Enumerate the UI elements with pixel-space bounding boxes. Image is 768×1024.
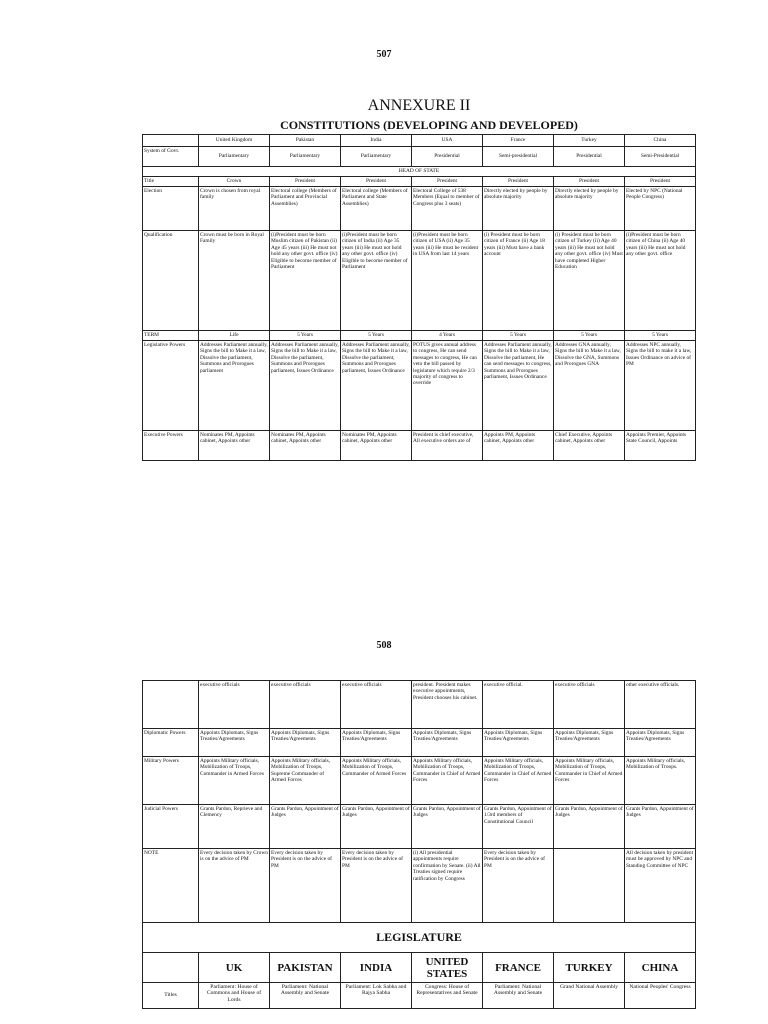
table-cell: President	[270, 177, 341, 187]
table-cell: Electoral College of 538 Members (Equal to member of Congress plus 3 seats)	[412, 187, 483, 231]
country-header-row	[143, 135, 696, 147]
table-cell: Appoints PM, Appoints cabinet, Appoints other	[483, 431, 554, 461]
table-cell: (i) President must be born citizen of France (ii) Age 18 years (iii) Must have a bank account	[483, 231, 554, 331]
table-cell: executive officials	[199, 681, 270, 729]
table-cell: Grants Pardon, Appointment of Judges	[341, 805, 412, 849]
table-cell: Grants Pardon, Appointment of 1/3rd members of Constitutional Council	[483, 805, 554, 849]
table-cell: Grand National Assembly	[554, 983, 625, 1009]
section-heading: HEAD OF STATE	[143, 167, 696, 177]
table-cell: Directly elected by people by absolute majority	[483, 187, 554, 231]
table-cell: Every decision taken by President is on the advice of PM	[341, 849, 412, 923]
table-cell: Crown must be born in Royal Family	[199, 231, 270, 331]
military-powers-row	[143, 757, 696, 805]
table-cell: Appoints Diplomats, Signs Treaties/Agreements	[270, 729, 341, 757]
row-label: Executive Powers	[143, 431, 199, 461]
table-cell: Appoints Military officials, Mobilization of Troops, Supreme Commander of Armed Forces	[270, 757, 341, 805]
corner-cell	[143, 953, 199, 983]
constitution-table-part2	[142, 680, 696, 1009]
country-header: India	[341, 135, 412, 147]
table-cell: President is chief executive, All executive orders are of	[412, 431, 483, 461]
table-cell: Appoints Diplomats, Signs Treaties/Agreements	[341, 729, 412, 757]
table-cell: Semi-Presidential	[625, 147, 696, 167]
country-header: TURKEY	[554, 953, 625, 983]
page-number: 508	[376, 640, 392, 651]
table-cell: Every decision taken by President is on the advice of PM	[483, 849, 554, 923]
table-cell: Presidential	[554, 147, 625, 167]
table-cell: Nominates PM, Appoints cabinet, Appoints other	[341, 431, 412, 461]
table-cell: Appoints Military officials, Mobilization of Troops, Commander in Chief of Armed Forces	[412, 757, 483, 805]
table-cell: Parliamentary	[270, 147, 341, 167]
table-cell: executive officials	[554, 681, 625, 729]
country-header: USA	[412, 135, 483, 147]
table-cell: 5 Years	[483, 331, 554, 341]
country-header: PAKISTAN	[270, 953, 341, 983]
country-header: France	[483, 135, 554, 147]
table-cell: president. President makes executive appointments, President chooses his cabinet.	[412, 681, 483, 729]
row-label: Military Powers	[143, 757, 199, 805]
row-label: Titles	[143, 983, 199, 1009]
table-cell: Chief Executive, Appoints cabinet, Appoints other	[554, 431, 625, 461]
table-cell: Parliamentary	[341, 147, 412, 167]
country-header: CHINA	[625, 953, 696, 983]
election-row	[143, 187, 696, 231]
row-label: Qualification	[143, 231, 199, 331]
table-cell: Grants Pardon, Reprieve and Clemency	[199, 805, 270, 849]
row-label	[143, 681, 199, 729]
country-header: Turkey	[554, 135, 625, 147]
table-cell: Grants Pardon, Appointment of Judges	[412, 805, 483, 849]
page-number: 507	[376, 49, 392, 60]
table-cell: Addresses GNA annually, Signs the bill to Make it a law, Dissolve the GNA, Summons and Prorogues GNA	[554, 341, 625, 431]
row-label: TERM	[143, 331, 199, 341]
table-cell: executive officials	[270, 681, 341, 729]
table-cell: President	[412, 177, 483, 187]
legislature-heading-row	[143, 923, 696, 953]
table-cell: President	[625, 177, 696, 187]
table-cell: President	[341, 177, 412, 187]
table-cell: Addresses NPC annually, Signs the bill to make it a law, Issues Ordinance on advice of PM	[625, 341, 696, 431]
note-row	[143, 849, 696, 923]
section-heading-row	[143, 167, 696, 177]
country-header: United Kingdom	[199, 135, 270, 147]
diplomatic-powers-row	[143, 729, 696, 757]
judicial-powers-row	[143, 805, 696, 849]
table-cell: Congress: House of Representatives and Senate	[412, 983, 483, 1009]
table-cell: Parliament: National Assembly and Senate	[270, 983, 341, 1009]
annexure-subtitle: CONSTITUTIONS (DEVELOPING AND DEVELOPED)	[280, 118, 578, 132]
annexure-title: ANNEXURE II	[367, 97, 471, 114]
table-cell: Appoints Military officials, Mobilization of Troops.	[625, 757, 696, 805]
table-cell: Addresses Parliament annually, Signs the bill to Make it a law, Dissolve the parliament, He can send messages to congress, Summons and Prorogues parliament, Issues Ordinance	[483, 341, 554, 431]
table-cell: Life	[199, 331, 270, 341]
table-cell: Electoral college (Members of Parliament and State Assemblies)	[341, 187, 412, 231]
table-cell: Parliament: House of Commons and House of Lords	[199, 983, 270, 1009]
table-cell: Appoints Military officials, Mobilization of Troops, Commander in Chief of Armed Forces	[554, 757, 625, 805]
row-label: Legislative Powers	[143, 341, 199, 431]
table-cell: Addresses Parliament annually, Signs the bill to Make it a law, Dissolve the parliament, Summons and Prorogues parliament	[199, 341, 270, 431]
table-cell: POTUS gives annual address to congress, He can send messages to congress, He can veto the bill passed by legislature which require 2/3 majority of congress to override	[412, 341, 483, 431]
table-cell: All decision taken by president must be approved by NPC and Standing Committee of NPC	[625, 849, 696, 923]
row-label: Diplomatic Powers	[143, 729, 199, 757]
table-cell: (i)President must be born citizen of China (ii) Age 40 years (iii) He must not hold any other govt. office	[625, 231, 696, 331]
table-cell: Appoints Diplomats, Signs Treaties/Agreements	[412, 729, 483, 757]
table-cell: President	[483, 177, 554, 187]
constitution-table-part1	[142, 134, 696, 461]
table-cell: Appoints Military officials, Mobilization of Troops, Commander in Armed Forces	[199, 757, 270, 805]
table-cell: Appoints Military officials, Mobilization of Troops, Commander in Chief of Armed Forces	[483, 757, 554, 805]
table-cell: Crown	[199, 177, 270, 187]
row-label: Title	[143, 177, 199, 187]
titles-row	[143, 983, 696, 1009]
corner-cell	[143, 135, 199, 147]
row-label: Judicial Powers	[143, 805, 199, 849]
country-header: UNITED STATES	[412, 953, 483, 983]
country-header: Pakistan	[270, 135, 341, 147]
term-row	[143, 331, 696, 341]
row-label: System of Govt.	[143, 147, 199, 167]
executive-powers-row	[143, 431, 696, 461]
country-header: UK	[199, 953, 270, 983]
table-cell: executive officials	[341, 681, 412, 729]
row-label: NOTE	[143, 849, 199, 923]
table-cell: (i)President must be born citizen of USA (ii) Age 35 years (iii) He must be resident in USA from last 14 years	[412, 231, 483, 331]
table-cell: 5 Years	[341, 331, 412, 341]
system-row	[143, 147, 696, 167]
legislature-country-row	[143, 953, 696, 983]
table-cell	[554, 849, 625, 923]
table-cell: Parliament: National Assembly and Senate	[483, 983, 554, 1009]
title-row	[143, 177, 696, 187]
table-cell: Directly elected by people by absolute majority	[554, 187, 625, 231]
table-cell: Crown is chosen from royal family	[199, 187, 270, 231]
table-cell: Elected by NPC (National People Congress)	[625, 187, 696, 231]
table-cell: Parliamentary	[199, 147, 270, 167]
row-label: Election	[143, 187, 199, 231]
table-cell: (i) President must be born citizen of Turkey (ii) Age 40 years (iii) He must not hold any other govt. office (iv) Must have completed Higher Education	[554, 231, 625, 331]
table-cell: Every decision taken by Crown is on the advice of PM	[199, 849, 270, 923]
table-cell: Addresses Parliament annually, Signs the bill to Make it a law, Dissolve the parliament, Summons and Prorogues parliament, Issues Ordinance	[270, 341, 341, 431]
table-cell: 5 Years	[625, 331, 696, 341]
table-cell: Grants Pardon, Appointment of Judges	[270, 805, 341, 849]
table-cell: executive official.	[483, 681, 554, 729]
table-cell: Appoints Diplomats, Signs Treaties/Agreements	[483, 729, 554, 757]
table-cell: Every decision taken by President is on the advice of PM	[270, 849, 341, 923]
table-cell: Addresses Parliament annually, Signs the bill to Make it a law, Dissolve the parliament, Summons and Prorogues parliament, Issues Ordinance	[341, 341, 412, 431]
table-cell: 5 Years	[270, 331, 341, 341]
country-header: China	[625, 135, 696, 147]
table-cell: Parliament: Lok Sabha and Rajya Sabha	[341, 983, 412, 1009]
table-cell: other executive officials.	[625, 681, 696, 729]
table-cell: Grants Pardon, Appointment of Judges	[554, 805, 625, 849]
table-cell: (i)President must be born citizen of India (ii) Age 35 years (iii) He must not hold any other govt. office (iv) Eligible to become member of Parliament	[341, 231, 412, 331]
legislative-powers-row	[143, 341, 696, 431]
table-cell: (i)President must be born Muslim citizen of Pakistan (ii) Age 45 years (iii) He must not hold any other govt. office (iv) Eligible to become member of Parliament	[270, 231, 341, 331]
table-cell: Nominates PM, Appoints cabinet, Appoints other	[199, 431, 270, 461]
table-cell: National Peoples' Congress	[625, 983, 696, 1009]
qualification-row	[143, 231, 696, 331]
continuation-row	[143, 681, 696, 729]
legislature-heading: LEGISLATURE	[143, 923, 696, 953]
table-cell: (i) All presidential appointments require confirmation by Senate. (ii) All Treaties signed require ratification by Congress	[412, 849, 483, 923]
table-cell: Semi-presidential	[483, 147, 554, 167]
country-header: FRANCE	[483, 953, 554, 983]
table-cell: Electoral college (Members of Parliament and Provincial Assemblies)	[270, 187, 341, 231]
table-cell: Nominates PM, Appoints cabinet, Appoints other	[270, 431, 341, 461]
table-cell: Appoints Military officials, Mobilization of Troops, Commander of Armed Forces	[341, 757, 412, 805]
table-cell: President	[554, 177, 625, 187]
table-cell: Appoints Diplomats, Signs Treaties/Agreements	[554, 729, 625, 757]
table-cell: 4 Years	[412, 331, 483, 341]
table-cell: Presidential	[412, 147, 483, 167]
table-cell: 5 Years	[554, 331, 625, 341]
table-cell: Appoints Premier, Appoints State Council, Appoints	[625, 431, 696, 461]
table-cell: Appoints Diplomats, Signs Treaties/Agreements	[625, 729, 696, 757]
table-cell: Grants Pardon, Appointment of Judges	[625, 805, 696, 849]
table-cell: Appoints Diplomats, Signs Treaties/Agreements	[199, 729, 270, 757]
country-header: INDIA	[341, 953, 412, 983]
